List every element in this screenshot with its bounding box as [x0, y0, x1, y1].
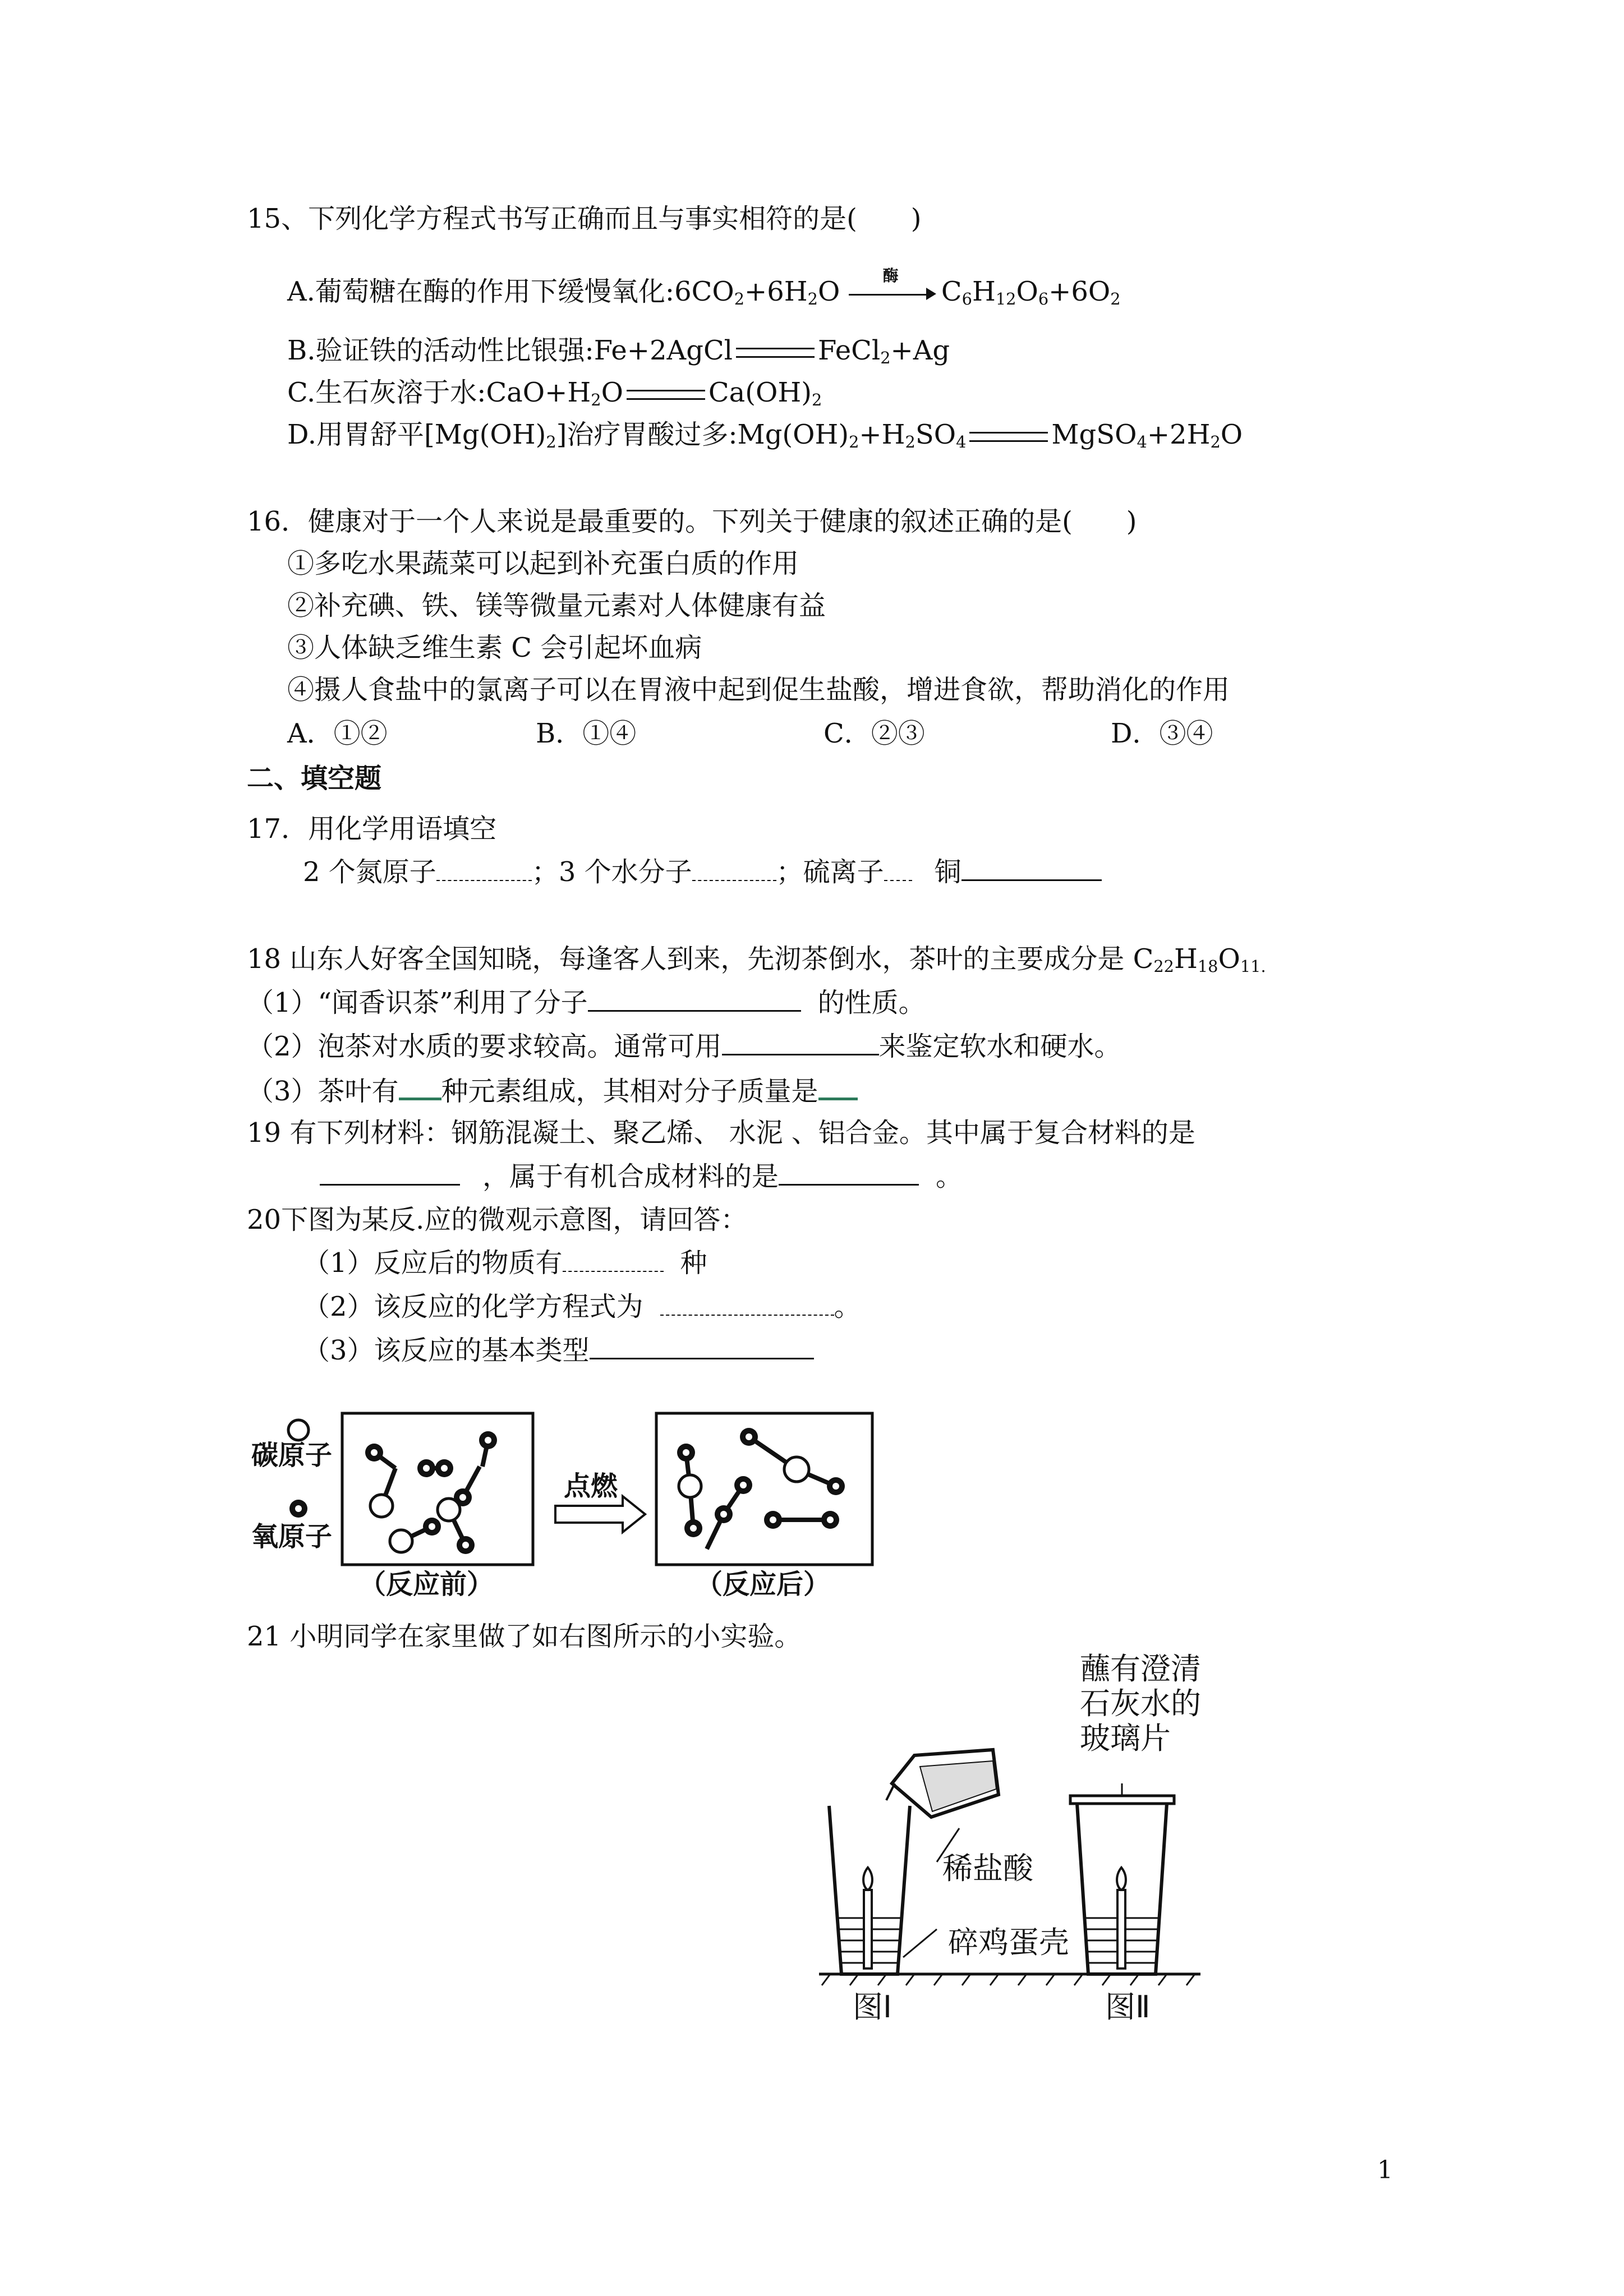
- q18-part-2: （2）泡茶对水质的要求较高。通常可用 来鉴定软水和硬水。: [247, 1030, 1121, 1063]
- figure-2-label: 图Ⅱ: [1105, 1989, 1151, 2025]
- q16-item-1: ①多吃水果蔬菜可以起到补充蛋白质的作用: [287, 548, 799, 579]
- q16-option-a[interactable]: A．①②: [287, 718, 388, 749]
- q18-part-3: （3）茶叶有 种元素组成，其相对分子质量是: [247, 1073, 858, 1108]
- answer-blank[interactable]: [399, 1073, 441, 1100]
- q16-option-d[interactable]: D．③④: [1111, 718, 1213, 749]
- eggshell-label: 碎鸡蛋壳: [948, 1925, 1069, 1960]
- q18-part-1: （1）“闻香识茶”利用了分子 的性质。: [247, 986, 926, 1020]
- flame-icon: [863, 1868, 872, 1890]
- q17-stem: 17．用化学用语填空: [247, 813, 497, 845]
- reaction-arrow-icon: 酶: [849, 282, 933, 306]
- answer-blank[interactable]: [588, 986, 801, 1012]
- after-label: （反应后）: [696, 1569, 831, 1600]
- carbon-atom-icon: [288, 1420, 309, 1440]
- q16-item-4: ④摄人食盐中的氯离子可以在胃液中起到促生盐酸，增进食欲，帮助消化的作用: [287, 674, 1230, 706]
- answer-blank[interactable]: [884, 856, 912, 881]
- q20-part-3: （3）该反应的基本类型: [303, 1334, 814, 1367]
- before-label: （反应前）: [359, 1569, 494, 1600]
- q19-line-1: 19 有下列材料：钢筋混凝土、聚乙烯、 水泥 、铝合金。其中属于复合材料的是: [247, 1117, 1195, 1149]
- q20-part-1: （1）反应后的物质有 种: [303, 1247, 707, 1279]
- q15-option-d[interactable]: D.用胃舒平$[Mg(OH)_2]$治疗胃酸过多$:Mg(OH)_2+H_2SO_4$ $MgSO_4+2H_2O$: [287, 419, 1243, 452]
- q19-line-2: ，属于有机合成材料的是 。: [320, 1160, 963, 1193]
- answer-blank[interactable]: [961, 855, 1102, 881]
- q15-option-c[interactable]: C.生石灰溶于水$:CaO+H_2O$ $Ca(OH)_2$: [287, 377, 822, 410]
- figure-1-label: 图Ⅰ: [853, 1989, 892, 2025]
- answer-blank[interactable]: [436, 856, 532, 881]
- answer-blank[interactable]: [722, 1030, 879, 1055]
- answer-blank[interactable]: [692, 856, 776, 881]
- q16-option-c[interactable]: C．②③: [823, 718, 925, 749]
- answer-blank[interactable]: [590, 1334, 814, 1359]
- page-number: 1: [1377, 2156, 1393, 2184]
- q15-stem: 15、下列化学方程式书写正确而且与事实相符的是( ): [247, 203, 922, 234]
- glass-plate-label: 蘸有澄清 石灰水的 玻璃片: [1080, 1651, 1201, 1756]
- equals-sign-icon: [627, 390, 705, 400]
- flame-icon: [1117, 1868, 1126, 1890]
- answer-blank[interactable]: [320, 1160, 460, 1186]
- q16-item-2: ②补充碘、铁、镁等微量元素对人体健康有益: [287, 590, 826, 621]
- before-box: [342, 1413, 533, 1565]
- q20-part-2: （2）该反应的化学方程式为 。: [303, 1291, 861, 1322]
- answer-blank[interactable]: [660, 1290, 834, 1316]
- acid-label: 稀盐酸: [942, 1851, 1033, 1886]
- q15-option-a[interactable]: A.葡萄糖在酶的作用下缓慢氧化$:6CO_2+6H_2O$ 酶 $C_6H_{12}O_6+6O_2$: [287, 266, 1121, 309]
- q20-stem: 20下图为某反.应的微观示意图，请回答：: [247, 1204, 748, 1235]
- section-heading: 二、填空题: [247, 763, 382, 794]
- q15-option-b[interactable]: B.验证铁的活动性比银强:Fe+2AgCl FeCl$_2$+Ag: [287, 335, 950, 368]
- equals-sign-icon: [736, 348, 815, 358]
- answer-blank[interactable]: [563, 1247, 664, 1272]
- q21-stem: 21 小明同学在家里做了如右图所示的小实验。: [247, 1621, 802, 1652]
- oxygen-atom-label: 氧原子: [251, 1521, 333, 1552]
- q17-line: 2 个氮原子 ；3 个水分子 ；硫离子 铜: [303, 855, 1102, 889]
- q16-item-3: ③人体缺乏维生素 C 会引起坏血病: [287, 632, 702, 663]
- q16-stem: 16．健康对于一个人来说是最重要的。下列关于健康的叙述正确的是( ): [247, 506, 1137, 537]
- ignite-label: 点燃: [564, 1470, 618, 1502]
- glass-plate: [1070, 1796, 1174, 1804]
- q18-stem: 18 山东人好客全国知晓，每逢客人到来，先沏茶倒水，茶叶的主要成分是 $C_{22}H_{18}O_{11.}$: [247, 943, 1266, 976]
- carbon-atom-label: 碳原子: [251, 1440, 333, 1471]
- answer-blank[interactable]: [779, 1160, 919, 1186]
- answer-blank[interactable]: [818, 1073, 858, 1100]
- q16-option-b[interactable]: B．①④: [536, 718, 637, 749]
- equals-sign-icon: [969, 432, 1048, 442]
